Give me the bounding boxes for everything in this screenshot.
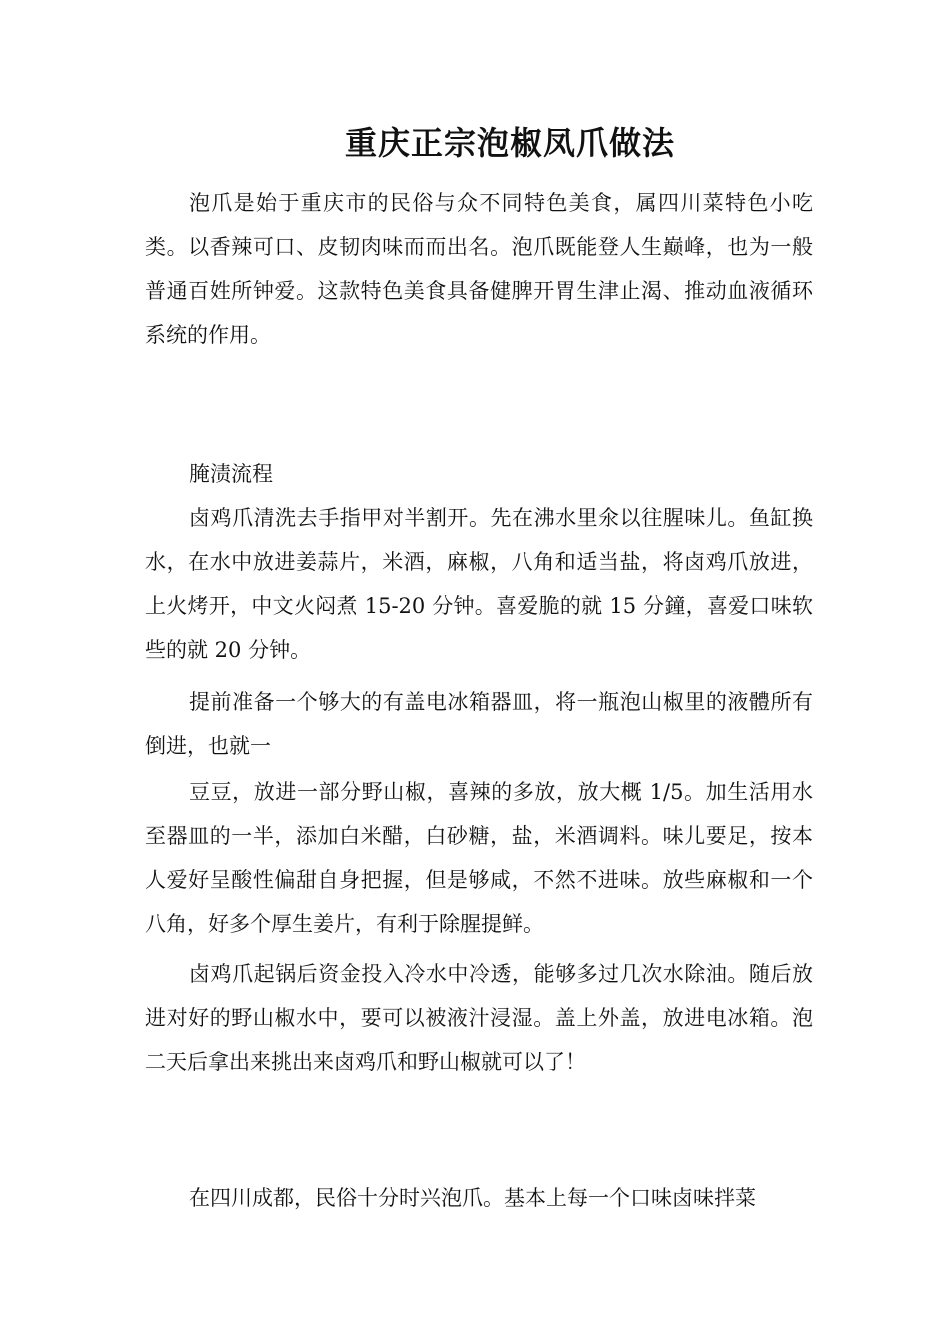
paragraph-step-seasoning: 豆豆，放进一部分野山椒，喜辣的多放，放大概 1/5。加生活用水至器皿的一半，添加白米醋，白砂糖，盐，米酒调料。味儿要足，按本人爱好呈酸性偏甜自身把握，但是够咸，不然不进味。放些麻椒和一个八角，好多个厚生姜片，有利于除腥提鲜。 — [145, 780, 813, 936]
paragraph-chengdu: 在四川成都，民俗十分时兴泡爪。基本上每一个口味卤味拌菜 — [189, 1186, 756, 1210]
paragraph-step-container: 提前准备一个够大的有盖电冰箱器皿，将一瓶泡山椒里的液體所有倒进，也就一 — [145, 690, 813, 758]
paragraph-intro: 泡爪是始于重庆市的民俗与众不同特色美食，属四川菜特色小吃类。以香辣可口、皮韧肉味而而出名。泡爪既能登人生巅峰，也为一般普通百姓所钟爱。这款特色美食具备健脾开胃生津止渴、推动血液循环系统的作用。 — [145, 191, 813, 347]
section-heading-pickling: 腌渍流程 — [189, 462, 273, 486]
paragraph-step-boil: 卤鸡爪清洗去手指甲对半割开。先在沸水里氽以往腥味儿。鱼缸换水，在水中放进姜蒜片，米酒，麻椒，八角和适当盐，将卤鸡爪放进，上火烤开，中文火闷煮 15-20 分钟。喜爱脆的就 15 分鐘，喜爱口味软些的就 20 分钟。 — [145, 506, 813, 662]
document-title: 重庆正宗泡椒凤爪做法 — [344, 124, 675, 162]
paragraph-step-soak: 卤鸡爪起锅后资金投入冷水中冷透，能够多过几次水除油。随后放进对好的野山椒水中，要可以被液汁浸湿。盖上外盖，放进电冰箱。泡二天后拿出来挑出来卤鸡爪和野山椒就可以了！ — [145, 962, 813, 1074]
